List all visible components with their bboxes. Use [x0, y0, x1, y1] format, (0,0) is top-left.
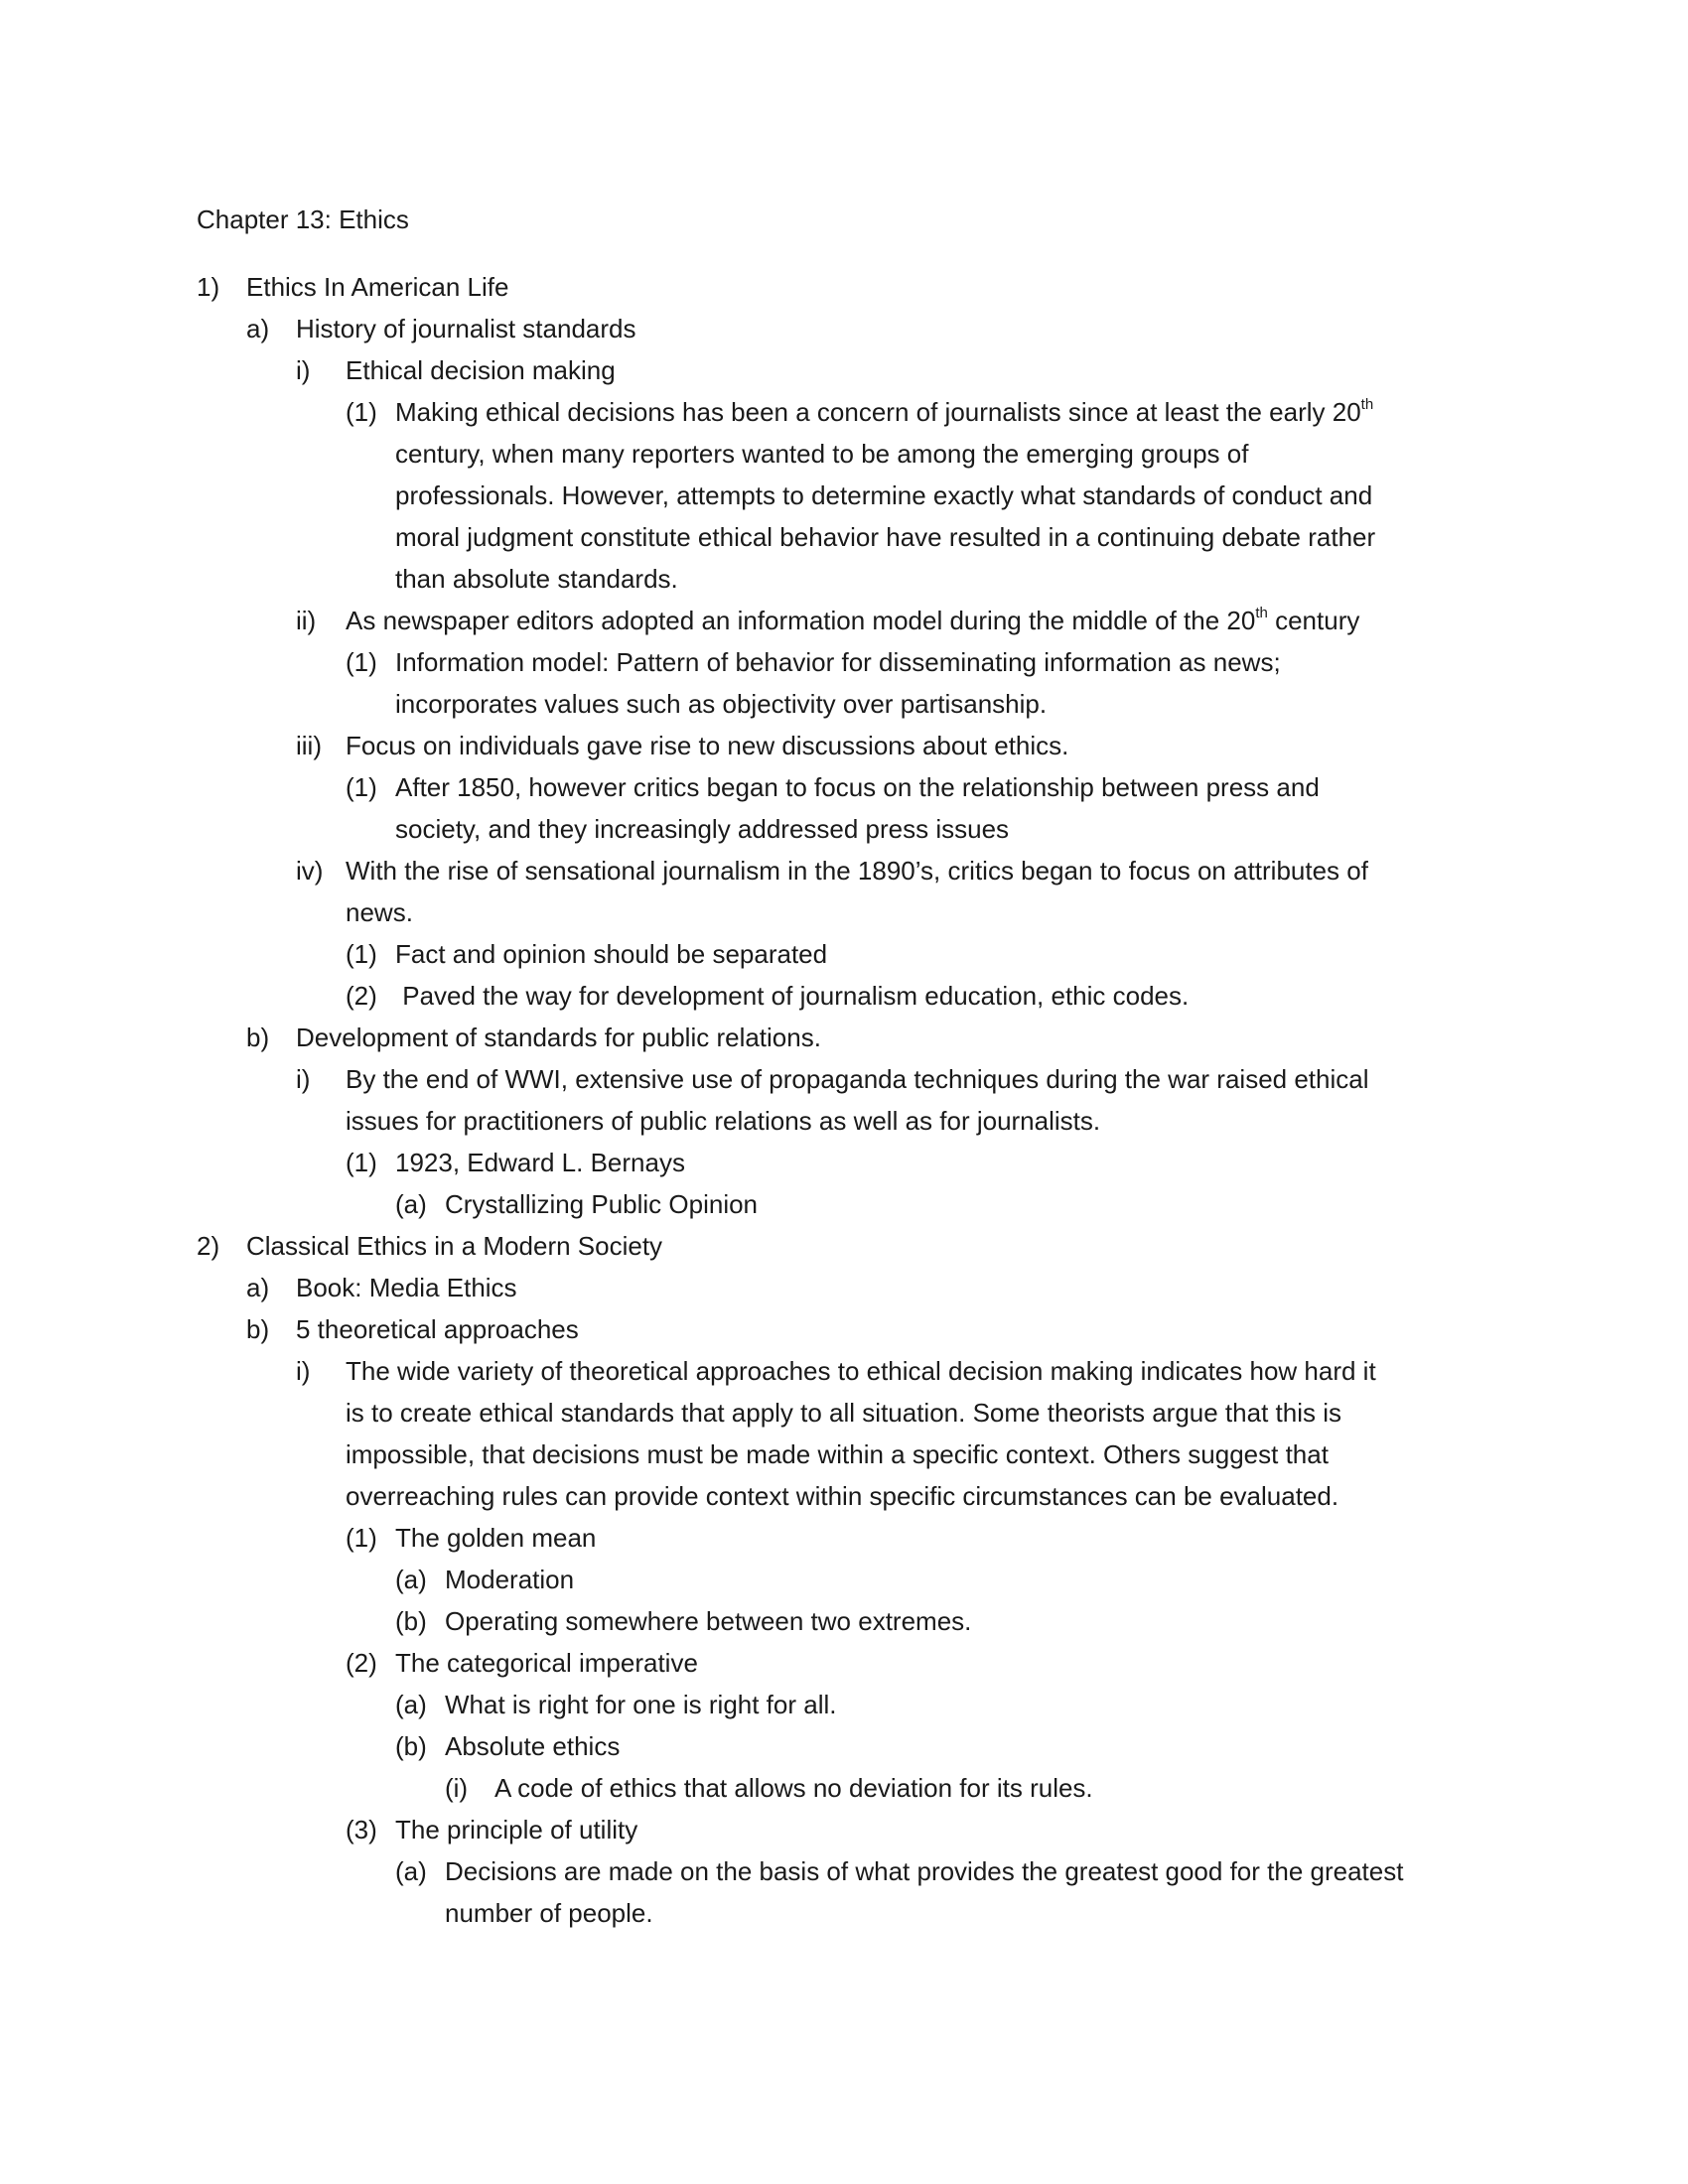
outline-marker: (3) — [346, 1815, 377, 1844]
outline-marker: 2) — [197, 1231, 220, 1261]
outline-text: number of people. — [445, 1898, 653, 1928]
outline-text: With the rise of sensational journalism in the 1890’s, critics began to focus on attributes of — [346, 856, 1368, 886]
outline-text: Book: Media Ethics — [296, 1273, 517, 1302]
chapter-title: Chapter 13: Ethics — [197, 205, 409, 234]
outline-text: society, and they increasingly addressed press issues — [395, 814, 1010, 844]
outline-text: History of journalist standards — [296, 314, 636, 343]
outline-marker: (1) — [346, 1523, 377, 1553]
outline-text-tail: century — [1267, 606, 1360, 635]
outline-text: Classical Ethics in a Modern Society — [246, 1231, 663, 1261]
superscript: th — [1255, 605, 1268, 621]
outline-text: Absolute ethics — [445, 1731, 621, 1761]
outline-text: Decisions are made on the basis of what provides the greatest good for the greatest — [445, 1856, 1404, 1886]
outline-marker: iv) — [296, 856, 324, 886]
outline-text: 5 theoretical approaches — [296, 1314, 579, 1344]
outline-marker: (1) — [346, 1148, 377, 1177]
outline-marker: 1) — [197, 272, 220, 302]
outline-marker: (1) — [346, 772, 377, 802]
outline-text: The wide variety of theoretical approaches to ethical decision making indicates how hard it — [346, 1356, 1376, 1386]
outline-marker: i) — [296, 1356, 311, 1386]
outline-text: moral judgment constitute ethical behavior have resulted in a continuing debate rather — [395, 522, 1376, 552]
outline-text: After 1850, however critics began to focus on the relationship between press and — [395, 772, 1320, 802]
outline-marker: ii) — [296, 606, 317, 635]
outline-marker: (1) — [346, 397, 377, 427]
outline-marker: (2) — [346, 981, 377, 1011]
outline-marker: (2) — [346, 1648, 377, 1678]
outline-marker: (1) — [346, 647, 377, 677]
outline-text: The golden mean — [395, 1523, 597, 1553]
outline-text: Fact and opinion should be separated — [395, 939, 828, 969]
outline-text: century, when many reporters wanted to be among the emerging groups of — [395, 439, 1249, 469]
outline-marker: (a) — [395, 1565, 427, 1594]
outline-text: overreaching rules can provide context within specific circumstances can be evaluated. — [346, 1481, 1339, 1511]
outline-text: By the end of WWI, extensive use of propaganda techniques during the war raised ethical — [346, 1064, 1369, 1094]
outline-marker: (1) — [346, 939, 377, 969]
outline-text: The principle of utility — [395, 1815, 638, 1844]
outline-marker: a) — [246, 1273, 270, 1302]
superscript: th — [1360, 396, 1374, 413]
outline-marker: b) — [246, 1314, 270, 1344]
outline-text: than absolute standards. — [395, 564, 678, 594]
outline-marker: (a) — [395, 1856, 427, 1886]
outline-text: Operating somewhere between two extremes. — [445, 1606, 972, 1636]
outline-marker: (i) — [445, 1773, 469, 1803]
outline-text: incorporates values such as objectivity over partisanship. — [395, 689, 1048, 719]
outline-marker: i) — [296, 1064, 311, 1094]
outline-marker: (a) — [395, 1189, 427, 1219]
outline-text: Ethical decision making — [346, 355, 616, 385]
outline-text: Making ethical decisions has been a concern of journalists since at least the early 20 — [395, 397, 1361, 427]
outline-text: impossible, that decisions must be made within a specific context. Others suggest that — [346, 1439, 1329, 1469]
outline-marker: (b) — [395, 1606, 427, 1636]
outline-text: As newspaper editors adopted an information model during the middle of the 20 — [346, 606, 1256, 635]
outline-text: professionals. However, attempts to determine exactly what standards of conduct and — [395, 480, 1373, 510]
outline-text: Focus on individuals gave rise to new discussions about ethics. — [346, 731, 1069, 760]
outline-text: What is right for one is right for all. — [445, 1690, 837, 1719]
outline-text: Information model: Pattern of behavior for disseminating information as news; — [395, 647, 1281, 677]
outline-text: issues for practitioners of public relations as well as for journalists. — [346, 1106, 1101, 1136]
outline-text: news. — [346, 897, 413, 927]
outline-marker: b) — [246, 1023, 270, 1052]
outline-text: Moderation — [445, 1565, 575, 1594]
outline-text: Paved the way for development of journalism education, ethic codes. — [395, 981, 1190, 1011]
outline-marker: i) — [296, 355, 311, 385]
outline-text: 1923, Edward L. Bernays — [395, 1148, 685, 1177]
outline-text: Development of standards for public relations. — [296, 1023, 821, 1052]
outline-marker: a) — [246, 314, 270, 343]
outline-text: Crystallizing Public Opinion — [445, 1189, 759, 1219]
outline-text: A code of ethics that allows no deviation for its rules. — [494, 1773, 1093, 1803]
outline-text: is to create ethical standards that apply to all situation. Some theorists argue that this is — [346, 1398, 1341, 1428]
outline-marker: (a) — [395, 1690, 427, 1719]
outline-marker: (b) — [395, 1731, 427, 1761]
outline-text: Ethics In American Life — [246, 272, 509, 302]
outline-text: The categorical imperative — [395, 1648, 698, 1678]
outline-marker: iii) — [296, 731, 322, 760]
